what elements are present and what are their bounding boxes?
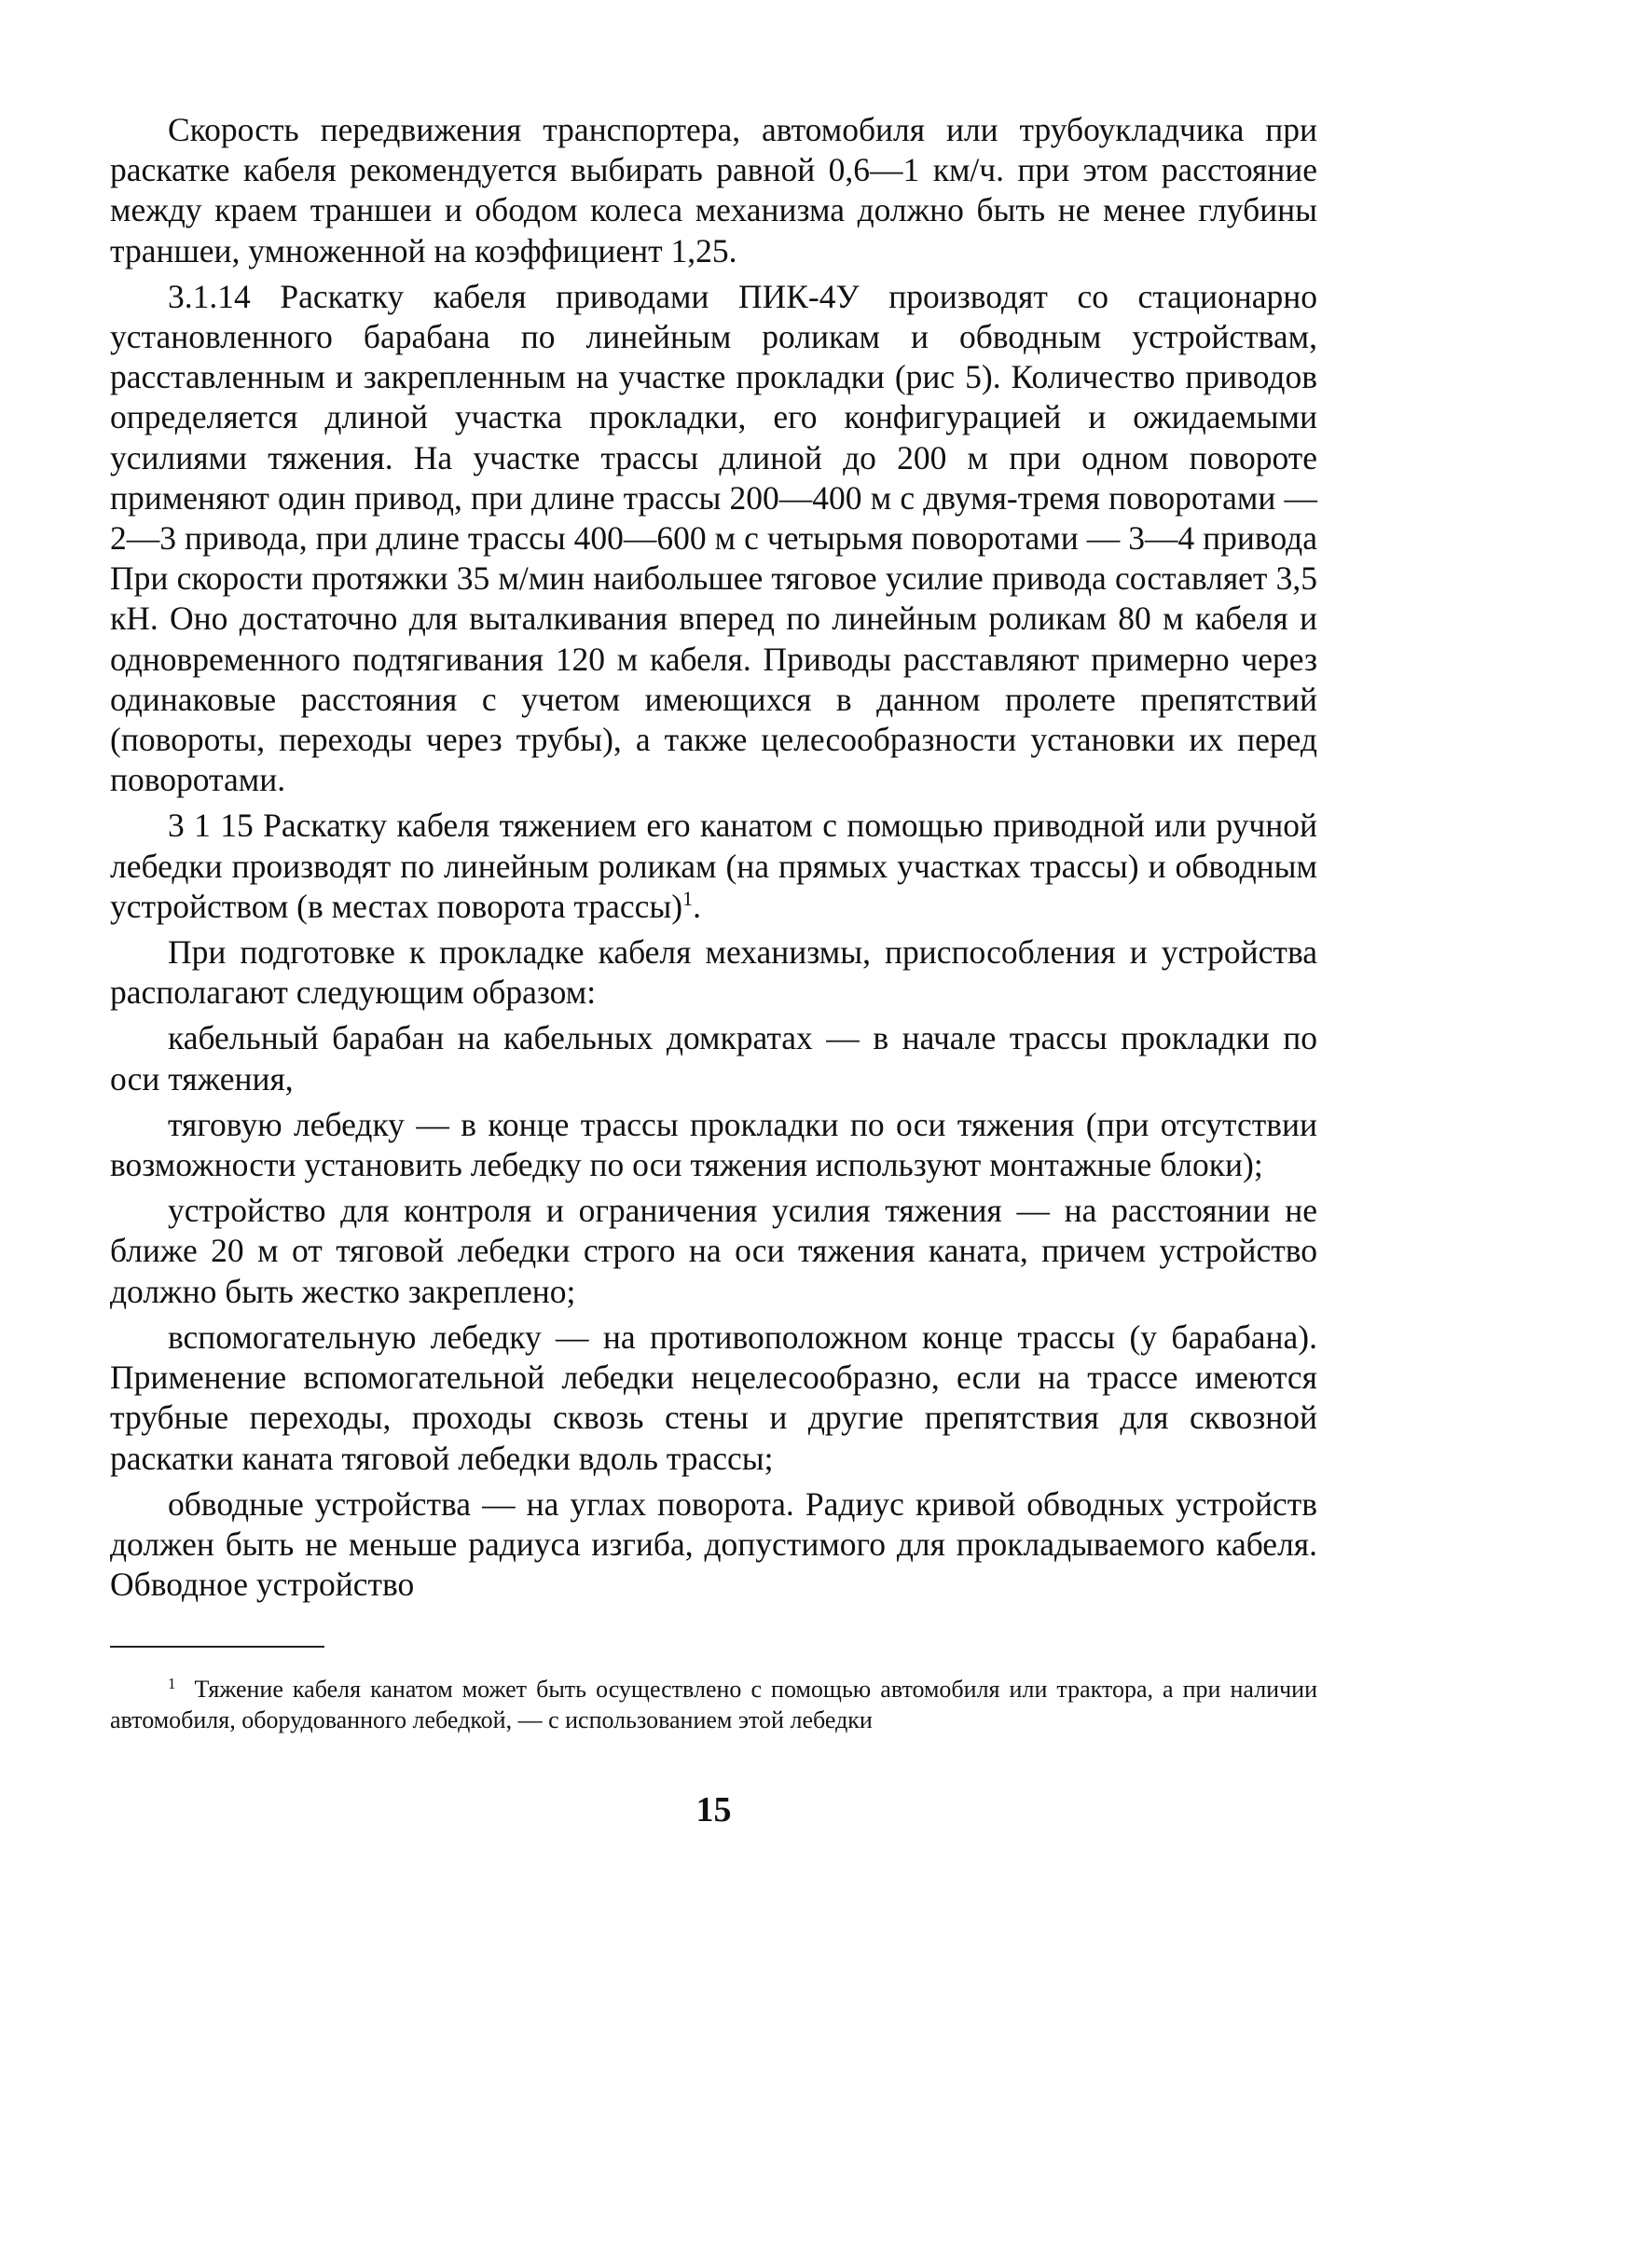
footnote-divider <box>110 1646 324 1648</box>
footnote-marker: 1 <box>168 1674 176 1692</box>
paragraph-speed: Скорость передвижения транспортера, автомобиля или трубоукладчика при раскатке кабеля рекомендуется выбирать равной 0,6—1 км/ч. при этом расстояние между краем траншеи и ободом колеса механизма должно быть не менее глубины траншеи, умноженной на коэффициент 1,25. <box>110 111 1317 269</box>
paragraph-3-1-14: 3.1.14 Раскатку кабеля приводами ПИК-4У производят со стационарно установленного барабана по линейным роликам и обводным устройствам, расставленным и закрепленным на участке прокладки (рис 5). Количество приводов определяется длиной участка прокладки, его конфигурацией и ожидаемыми усилиями тяжения. На участке трассы длиной до 200 м при одном повороте применяют один привод, при длине трассы 200—400 м с двумя-тремя поворотами — 2—3 привода, при длине трассы 400—600 м с четырьмя поворотами — 3—4 привода При скорости протяжки 35 м/мин наибольшее тяговое усилие привода составляет 3,5 кН. Оно достаточно для выталкивания вперед по линейным роликам 80 м кабеля и одновременного подтягивания 120 м кабеля. Приводы расставляют примерно через одинаковые расстояния с учетом имеющихся в данном пролете препятствий (повороты, переходы через трубы), а также целесообразности установки их перед поворотами. <box>110 277 1317 799</box>
page-number: 15 <box>695 1790 732 1830</box>
document-page <box>110 110 1317 1830</box>
paragraph-3-1-15 <box>110 806 1317 927</box>
list-item-auxiliary-winch: вспомогательную лебедку — на противоположном конце трассы (у барабана). Применение вспомогательной лебедки нецелесообразно, если на трассе имеются трубные переходы, проходы сквозь стены и другие препятствия для сквозной раскатки каната тяговой лебедки вдоль трассы; <box>110 1318 1317 1477</box>
list-item-traction-winch: тяговую лебедку — в конце трассы прокладки по оси тяжения (при отсутствии возможности установить лебедку по оси тяжения используют монтажные блоки); <box>110 1105 1317 1184</box>
footnote-reference: 1 <box>682 887 694 911</box>
footnote <box>110 1674 1317 1735</box>
paragraph-3-1-15-end: . <box>693 887 701 925</box>
list-item-bypass-devices: обводные устройства — на углах поворота. Радиус кривой обводных устройств должен быть не меньше радиуса изгиба, допустимого для прокладываемого кабеля. Обводное устройство <box>110 1484 1317 1604</box>
footnote-text: Тяжение кабеля канатом может быть осуществлено с помощью автомобиля или трактора, а при наличии автомобиля, оборудованного лебедкой, — с использованием этой лебедки <box>110 1676 1317 1734</box>
paragraph-3-1-15-text: 3 1 15 Раскатку кабеля тяжением его канатом с помощью приводной или ручной лебедки производят по линейным роликам (на прямых участках трассы) и обводным устройством (в местах поворота трассы) <box>110 807 1317 925</box>
list-item-cable-drum: кабельный барабан на кабельных домкратах — в начале трассы прокладки по оси тяжения, <box>110 1019 1317 1097</box>
list-item-tension-control-device: устройство для контроля и ограничения усилия тяжения — на расстоянии не ближе 20 м от тяговой лебедки строго на оси тяжения каната, причем устройство должно быть жестко закреплено; <box>110 1192 1317 1310</box>
paragraph-preparation: При подготовке к прокладке кабеля механизмы, приспособления и устройства располагают следующим образом: <box>110 933 1317 1012</box>
body-text <box>110 110 1317 1605</box>
